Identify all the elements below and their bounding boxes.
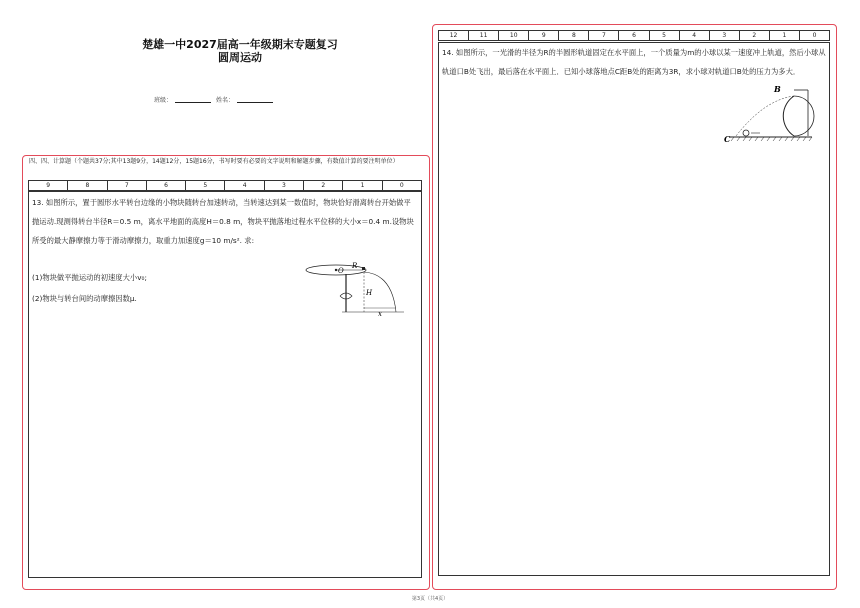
score-cell[interactable]: 5 [650, 31, 680, 40]
class-blank [175, 102, 211, 103]
score-cell[interactable]: 6 [619, 31, 649, 40]
score-cell[interactable]: 2 [304, 181, 343, 190]
label-h: H [366, 289, 373, 297]
score-cell[interactable]: 0 [399, 182, 404, 189]
score-cell[interactable]: 4 [680, 31, 710, 40]
score-cell[interactable]: 6 [147, 181, 186, 190]
label-b: B [774, 84, 781, 94]
label-c: C [724, 134, 731, 144]
score-cell[interactable]: 3 [710, 31, 740, 40]
score-cell[interactable]: 5 [186, 181, 225, 190]
question-13-text: 13. 如图所示，置于圆形水平转台边缘的小物块随转台加速转动，当转速达到某一数值时，物块恰好滑离转台开始做平抛运动.现测得转台半径R＝0.5 m，离水平地面的高度H＝0.8 m，物块平抛落地过程水平位移的大小x＝0.4 m.设物块所受的最大静摩擦力等于滑动摩擦力，取重力加速度g＝10 m/s². 求: [32, 198, 414, 245]
label-o: O [338, 267, 344, 275]
question-13-part1: (1)物块做平抛运动的初速度大小v₀; [32, 273, 147, 282]
class-label: 班级： [154, 97, 173, 104]
exam-subtitle: 圆周运动 [218, 51, 262, 64]
score-cell[interactable]: 8 [68, 181, 107, 190]
label-r: R [352, 262, 358, 270]
score-cell[interactable]: 4 [225, 181, 264, 190]
class-name-line [0, 95, 430, 104]
score-row-right [438, 30, 830, 41]
score-cell[interactable]: 1 [770, 31, 800, 40]
label-x: x [378, 310, 382, 318]
score-cell[interactable]: 12 [439, 31, 469, 40]
score-cell[interactable]: 8 [559, 31, 589, 40]
exam-title: 楚雄一中2027届高一年级期末专题复习 [142, 38, 338, 51]
score-cell[interactable]: 9 [529, 31, 559, 40]
question-14-text: 14. 如图所示，一光滑的半径为R的半圆形轨道固定在水平面上，一个质量为m的小球以某一速度冲上轨道，然后小球从轨道口B处飞出，最后落在水平面上．已知小球落地点C距B处的距离为3R，求小球对轨道口B处的压力为多大． [442, 48, 826, 76]
page-footer: 第3页（共4页） [411, 596, 449, 602]
score-row-left [28, 180, 422, 191]
name-label: 姓名： [215, 97, 234, 104]
question-13-part2: (2)物块与转台间的动摩擦因数μ. [32, 294, 137, 303]
score-cell[interactable]: 11 [469, 31, 499, 40]
section-heading: 四、四、计算题（个题共37分;其中13题9分，14题12分，15题16分，书写时要有必要的文字说明和解题步骤，有数值计算的要注明单位） [29, 158, 399, 165]
score-cell[interactable]: 2 [740, 31, 770, 40]
score-cell[interactable]: 1 [343, 181, 382, 190]
score-cell[interactable]: 10 [499, 31, 529, 40]
score-cell[interactable]: 7 [589, 31, 619, 40]
score-cell[interactable]: 9 [29, 181, 68, 190]
score-cell[interactable]: 0 [812, 32, 817, 39]
turntable-figure [300, 258, 412, 320]
score-cell[interactable]: 7 [108, 181, 147, 190]
name-blank [237, 102, 273, 103]
score-cell[interactable]: 3 [265, 181, 304, 190]
semicircle-track-figure [722, 80, 818, 146]
